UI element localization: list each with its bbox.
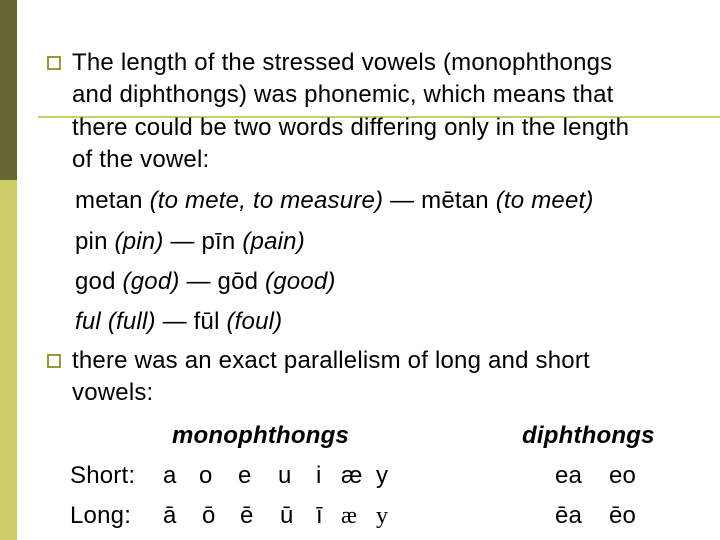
example-dash: — [170, 228, 195, 255]
example-row [75, 230, 305, 254]
example-word: gōd [217, 268, 259, 295]
vowel-long: ā [163, 502, 177, 529]
diphthong-short: eo [609, 462, 637, 489]
bullet-2-line-2: vowels: [72, 379, 154, 406]
example-gloss: (to mete, to measure) [149, 187, 384, 214]
example-dash: — [390, 187, 415, 214]
bullet-1-line-1: The length of the stressed vowels (monophthongs [72, 49, 613, 76]
vowel-short: a [163, 462, 177, 489]
long-row-label: Long: [70, 502, 132, 529]
vowel-long: æ [341, 503, 358, 529]
diphthong-long: ēo [609, 502, 637, 529]
example-gloss: (pain) [242, 228, 305, 255]
square-bullet-icon [47, 354, 61, 368]
vowel-short: i [316, 462, 322, 489]
vowel-short: e [238, 462, 252, 489]
example-dash: — [162, 308, 187, 335]
example-word: metan [75, 187, 143, 214]
example-gloss: (full) [107, 308, 156, 335]
example-gloss: (to meet) [495, 187, 594, 214]
bullet-1-line-2: and diphthongs) was phonemic, which means that [72, 81, 614, 108]
example-word: ful [75, 308, 101, 335]
example-gloss: (pin) [114, 228, 164, 255]
example-row [75, 270, 336, 294]
vowel-long: ō [202, 502, 216, 529]
diphthongs-header: diphthongs [522, 422, 655, 449]
vowel-short: u [278, 462, 292, 489]
square-bullet-icon [47, 56, 61, 70]
vowel-long: ū [280, 502, 294, 529]
bullet-2-line-1: there was an exact parallelism of long and short [72, 347, 590, 374]
diphthong-short: ea [555, 462, 583, 489]
example-word: god [75, 268, 116, 295]
bullet-1-line-4: of the vowel: [72, 146, 210, 173]
vowel-long: y [376, 503, 389, 529]
vowel-short: y [376, 462, 389, 489]
vowel-short: æ [341, 462, 363, 489]
diphthong-long: ēa [555, 502, 583, 529]
bullet-1-line-3: there could be two words differing only in the length [72, 114, 630, 141]
short-row-label: Short: [70, 462, 136, 489]
example-gloss: (good) [265, 268, 336, 295]
example-word: fūl [193, 308, 220, 335]
monophthongs-header: monophthongs [172, 422, 350, 449]
example-gloss: (foul) [226, 308, 283, 335]
vowel-short: o [199, 462, 213, 489]
example-word: pin [75, 228, 108, 255]
example-gloss: (god) [122, 268, 180, 295]
vowel-long: ī [316, 502, 323, 529]
example-word: pīn [201, 228, 236, 255]
example-word: mētan [421, 187, 489, 214]
example-row [75, 189, 594, 213]
example-row [75, 310, 282, 334]
example-dash: — [186, 268, 211, 295]
vowel-long: ē [240, 502, 254, 529]
